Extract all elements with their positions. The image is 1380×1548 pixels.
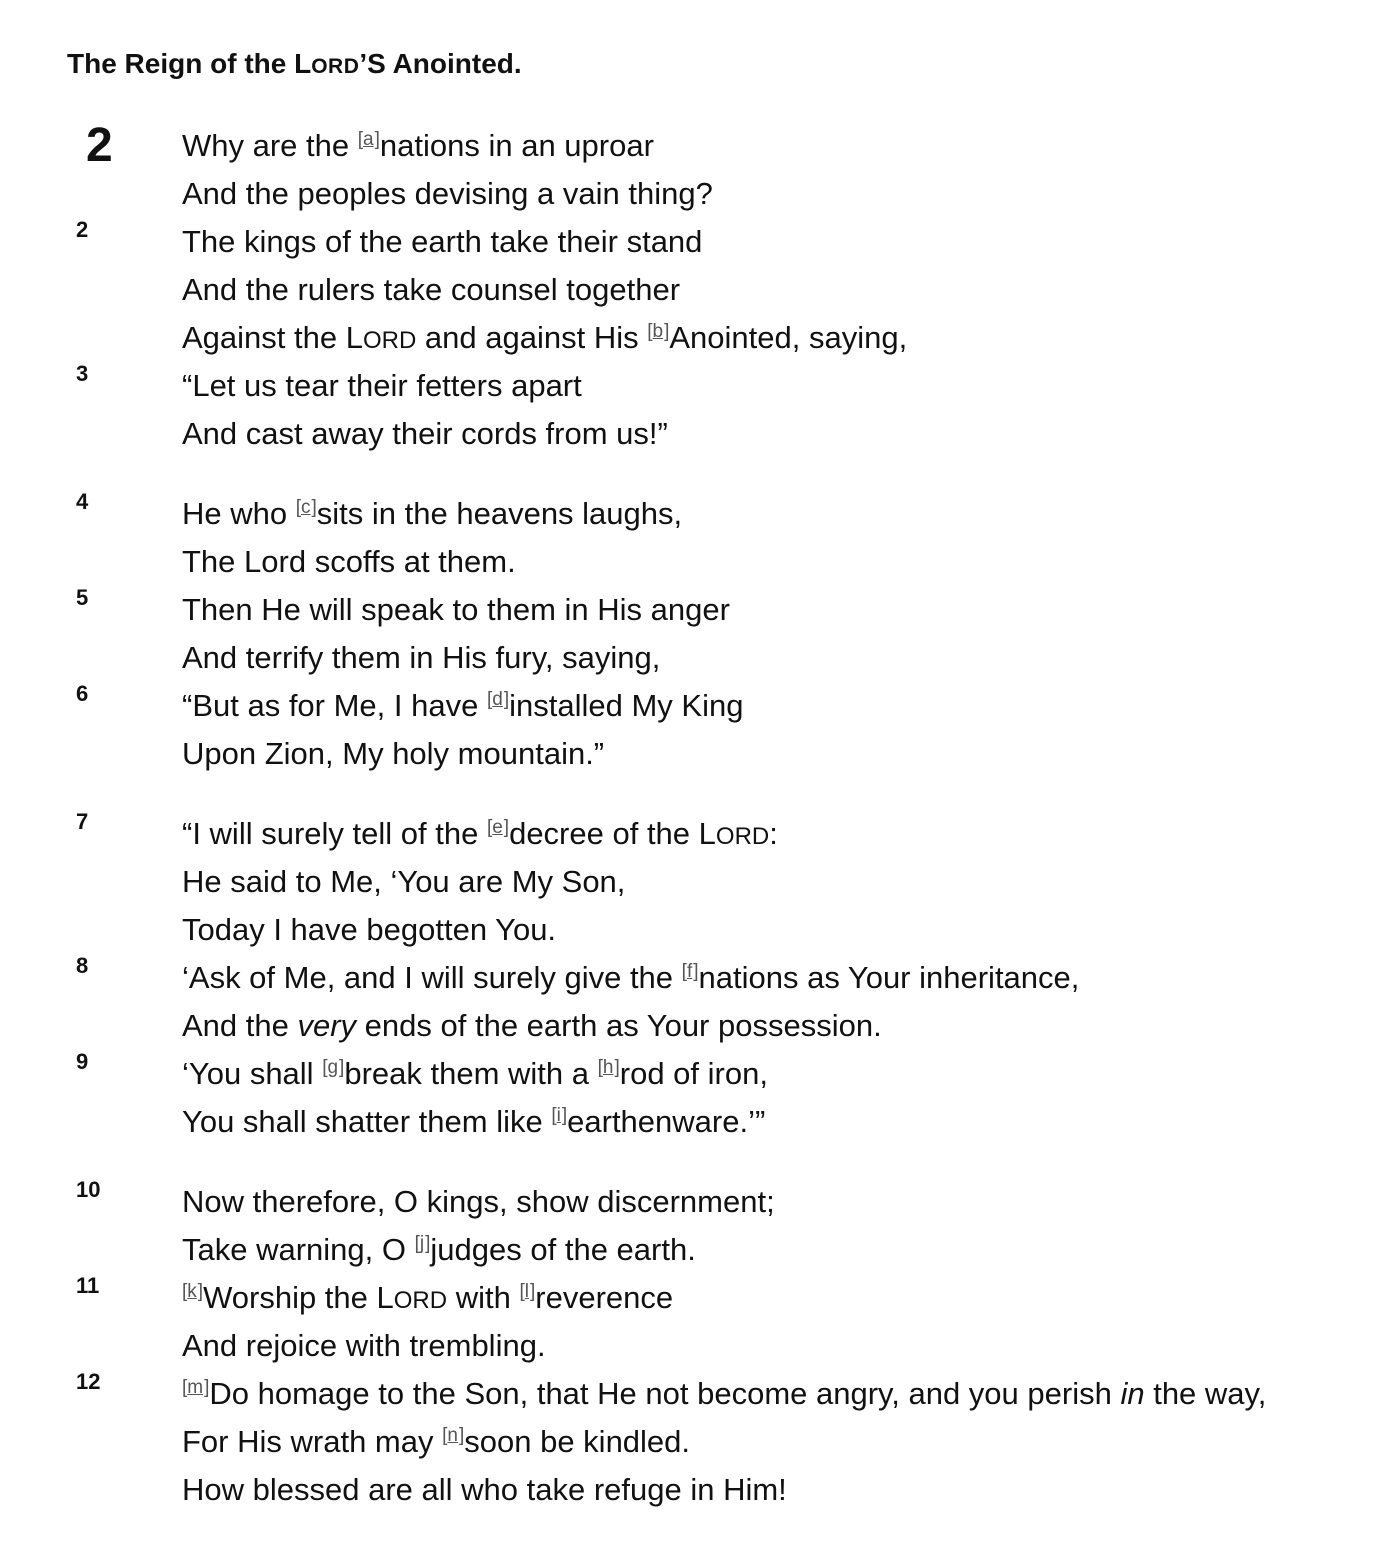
- footnote-bracket: ]: [339, 1057, 345, 1078]
- line-text: ‘Ask of Me, and I will surely give the: [182, 960, 682, 995]
- line-text: :: [769, 816, 778, 851]
- footnote-bracket: [: [295, 497, 302, 518]
- line-text: Today I have begotten You.: [182, 912, 557, 947]
- poem-line: [0, 1002, 1380, 1050]
- footnote-bracket: ]: [458, 1425, 465, 1446]
- footnote-bracket: [: [551, 1105, 557, 1126]
- line-text: and against His: [416, 320, 648, 355]
- line-text: “Let us tear their fetters apart: [182, 368, 582, 403]
- footnote-link[interactable]: k: [187, 1281, 197, 1302]
- poem-line: [0, 266, 1380, 314]
- footnote-bracket: ]: [561, 1105, 568, 1126]
- line-text: break them with a: [344, 1056, 598, 1091]
- verse-number: 11: [76, 1273, 100, 1298]
- stanza: [0, 810, 1380, 1146]
- poem-line: [0, 490, 1380, 538]
- line-text: He who: [182, 496, 296, 531]
- verse-number: 10: [76, 1177, 101, 1202]
- footnote-bracket: [: [322, 1057, 328, 1078]
- footnote-link[interactable]: j: [419, 1233, 425, 1254]
- line-text: You shall shatter them like: [182, 1104, 552, 1139]
- footnote-bracket: [: [597, 1057, 603, 1078]
- footnote-bracket: ]: [529, 1281, 536, 1302]
- poem-line: [0, 634, 1380, 682]
- stanza: [0, 1178, 1380, 1514]
- poem-line: [0, 906, 1380, 954]
- footnote-bracket: [: [182, 1377, 188, 1398]
- footnote-link[interactable]: h: [602, 1057, 614, 1078]
- poem-line: [0, 1322, 1380, 1370]
- line-text: And terrify them in His fury, saying,: [182, 640, 661, 675]
- line-text: decree of the: [509, 816, 699, 851]
- footnote-bracket: ]: [503, 689, 510, 710]
- poem-line: [0, 1050, 1380, 1098]
- poem-line: [0, 362, 1380, 410]
- footnote-bracket: [: [647, 321, 653, 342]
- poem-line: [0, 1098, 1380, 1146]
- poem-line: [0, 1418, 1380, 1466]
- lord-initial: L: [376, 1280, 394, 1315]
- poem-line: [0, 314, 1380, 362]
- poem-line: [0, 218, 1380, 266]
- line-text: He said to Me, ‘You are My Son,: [182, 864, 626, 899]
- verse-number: 7: [76, 809, 89, 834]
- footnote-link[interactable]: g: [327, 1057, 339, 1078]
- footnote-link[interactable]: d: [492, 689, 503, 710]
- lord-initial: L: [345, 320, 363, 355]
- verse-number: 3: [76, 361, 89, 386]
- poem-line: [0, 119, 1380, 172]
- stanza: [0, 490, 1380, 778]
- line-text: And the peoples devising a vain thing?: [182, 176, 713, 211]
- footnote-bracket: [: [681, 961, 687, 982]
- footnote-bracket: [: [486, 689, 493, 710]
- stanza: [0, 119, 1380, 458]
- footnote-link[interactable]: i: [556, 1105, 561, 1126]
- footnote-bracket: [: [182, 1281, 188, 1302]
- footnote-bracket: ]: [614, 1057, 620, 1078]
- psalm-text: [0, 119, 1380, 1546]
- line-text: with: [447, 1280, 520, 1315]
- lord-smallcaps: ORD: [715, 823, 770, 850]
- footnote-link[interactable]: l: [524, 1281, 529, 1302]
- poem-line: [0, 1370, 1380, 1418]
- verse-number: 6: [76, 681, 89, 706]
- verse-number: 2: [76, 217, 89, 242]
- verse-number: 4: [76, 489, 89, 514]
- footnote-bracket: [: [357, 129, 364, 150]
- poem-line: [0, 810, 1380, 858]
- footnote-bracket: ]: [374, 129, 380, 150]
- lord-initial: L: [698, 816, 716, 851]
- lord-smallcaps: ORD: [362, 327, 417, 354]
- line-text: ends of the earth as Your possession.: [356, 1008, 882, 1043]
- line-text: Now therefore, O kings, show discernment;: [182, 1184, 775, 1219]
- italic-text: in: [1120, 1376, 1145, 1411]
- footnote-link[interactable]: m: [187, 1377, 204, 1398]
- italic-text: very: [297, 1008, 357, 1043]
- chapter-number: 2: [86, 119, 113, 172]
- line-text: soon be kindled.: [464, 1424, 691, 1459]
- heading-text-post: ’S Anointed.: [359, 48, 522, 79]
- footnote-bracket: [: [519, 1281, 525, 1302]
- poem-line: [0, 170, 1380, 218]
- line-text: Do homage to the Son, that He not become angry, and you perish: [209, 1376, 1121, 1411]
- line-text: earthenware.’”: [567, 1104, 766, 1139]
- line-text: installed My King: [509, 688, 744, 723]
- footnote-bracket: [: [486, 817, 493, 838]
- line-text: Worship the: [203, 1280, 377, 1315]
- poem-line: [0, 410, 1380, 458]
- line-text: reverence: [535, 1280, 674, 1315]
- poem-line: [0, 858, 1380, 906]
- footnote-link[interactable]: f: [686, 961, 693, 982]
- line-text: The kings of the earth take their stand: [182, 224, 703, 259]
- footnote-link[interactable]: c: [301, 497, 311, 518]
- poem-line: [0, 1226, 1380, 1274]
- line-text: How blessed are all who take refuge in Him!: [182, 1472, 787, 1507]
- verse-number: 5: [76, 585, 89, 610]
- line-text: Why are the: [182, 128, 358, 163]
- footnote-link[interactable]: a: [363, 129, 374, 150]
- line-text: sits in the heavens laughs,: [316, 496, 683, 531]
- line-text: And the: [182, 1008, 298, 1043]
- line-text: judges of the earth.: [430, 1232, 696, 1267]
- line-text: For His wrath may: [182, 1424, 443, 1459]
- line-text: Against the: [182, 320, 346, 355]
- heading-text-pre: The Reign of the: [67, 48, 295, 79]
- footnote-bracket: ]: [693, 961, 699, 982]
- line-text: Anointed, saying,: [669, 320, 908, 355]
- footnote-link[interactable]: e: [492, 817, 503, 838]
- line-text: Take warning, O: [182, 1232, 415, 1267]
- line-text: the way,: [1144, 1376, 1267, 1411]
- poem-line: [0, 1178, 1380, 1226]
- line-text: nations in an uproar: [379, 128, 654, 163]
- line-text: nations as Your inheritance,: [698, 960, 1080, 995]
- footnote-bracket: ]: [503, 817, 510, 838]
- lord-smallcaps: ORD: [393, 1287, 448, 1314]
- poem-line: [0, 538, 1380, 586]
- line-text: And cast away their cords from us!”: [182, 416, 668, 451]
- poem-line: [0, 1466, 1380, 1514]
- poem-line: [0, 954, 1380, 1002]
- line-text: Then He will speak to them in His anger: [182, 592, 730, 627]
- heading-lord-smallcaps: ORD: [311, 55, 360, 78]
- poem-line: [0, 682, 1380, 730]
- poem-line: [0, 1274, 1380, 1322]
- line-text: “But as for Me, I have: [182, 688, 487, 723]
- heading-lord-first: L: [294, 48, 312, 79]
- line-text: “I will surely tell of the: [182, 816, 487, 851]
- line-text: ‘You shall: [182, 1056, 323, 1091]
- footnote-link[interactable]: n: [447, 1425, 458, 1446]
- footnote-bracket: ]: [311, 497, 317, 518]
- line-text: And rejoice with trembling.: [182, 1328, 546, 1363]
- section-heading: [67, 44, 522, 87]
- verse-number: 12: [76, 1369, 101, 1394]
- footnote-bracket: ]: [425, 1233, 431, 1254]
- footnote-bracket: [: [442, 1425, 448, 1446]
- footnote-bracket: [: [414, 1233, 420, 1254]
- footnote-bracket: ]: [204, 1377, 210, 1398]
- line-text: The Lord scoffs at them.: [182, 544, 516, 579]
- poem-line: [0, 730, 1380, 778]
- footnote-link[interactable]: b: [652, 321, 664, 342]
- footnote-bracket: ]: [197, 1281, 204, 1302]
- line-text: rod of iron,: [619, 1056, 768, 1091]
- footnote-bracket: ]: [664, 321, 670, 342]
- line-text: Upon Zion, My holy mountain.”: [182, 736, 605, 771]
- verse-number: 8: [76, 953, 89, 978]
- verse-number: 9: [76, 1049, 89, 1074]
- poem-line: [0, 586, 1380, 634]
- line-text: And the rulers take counsel together: [182, 272, 681, 307]
